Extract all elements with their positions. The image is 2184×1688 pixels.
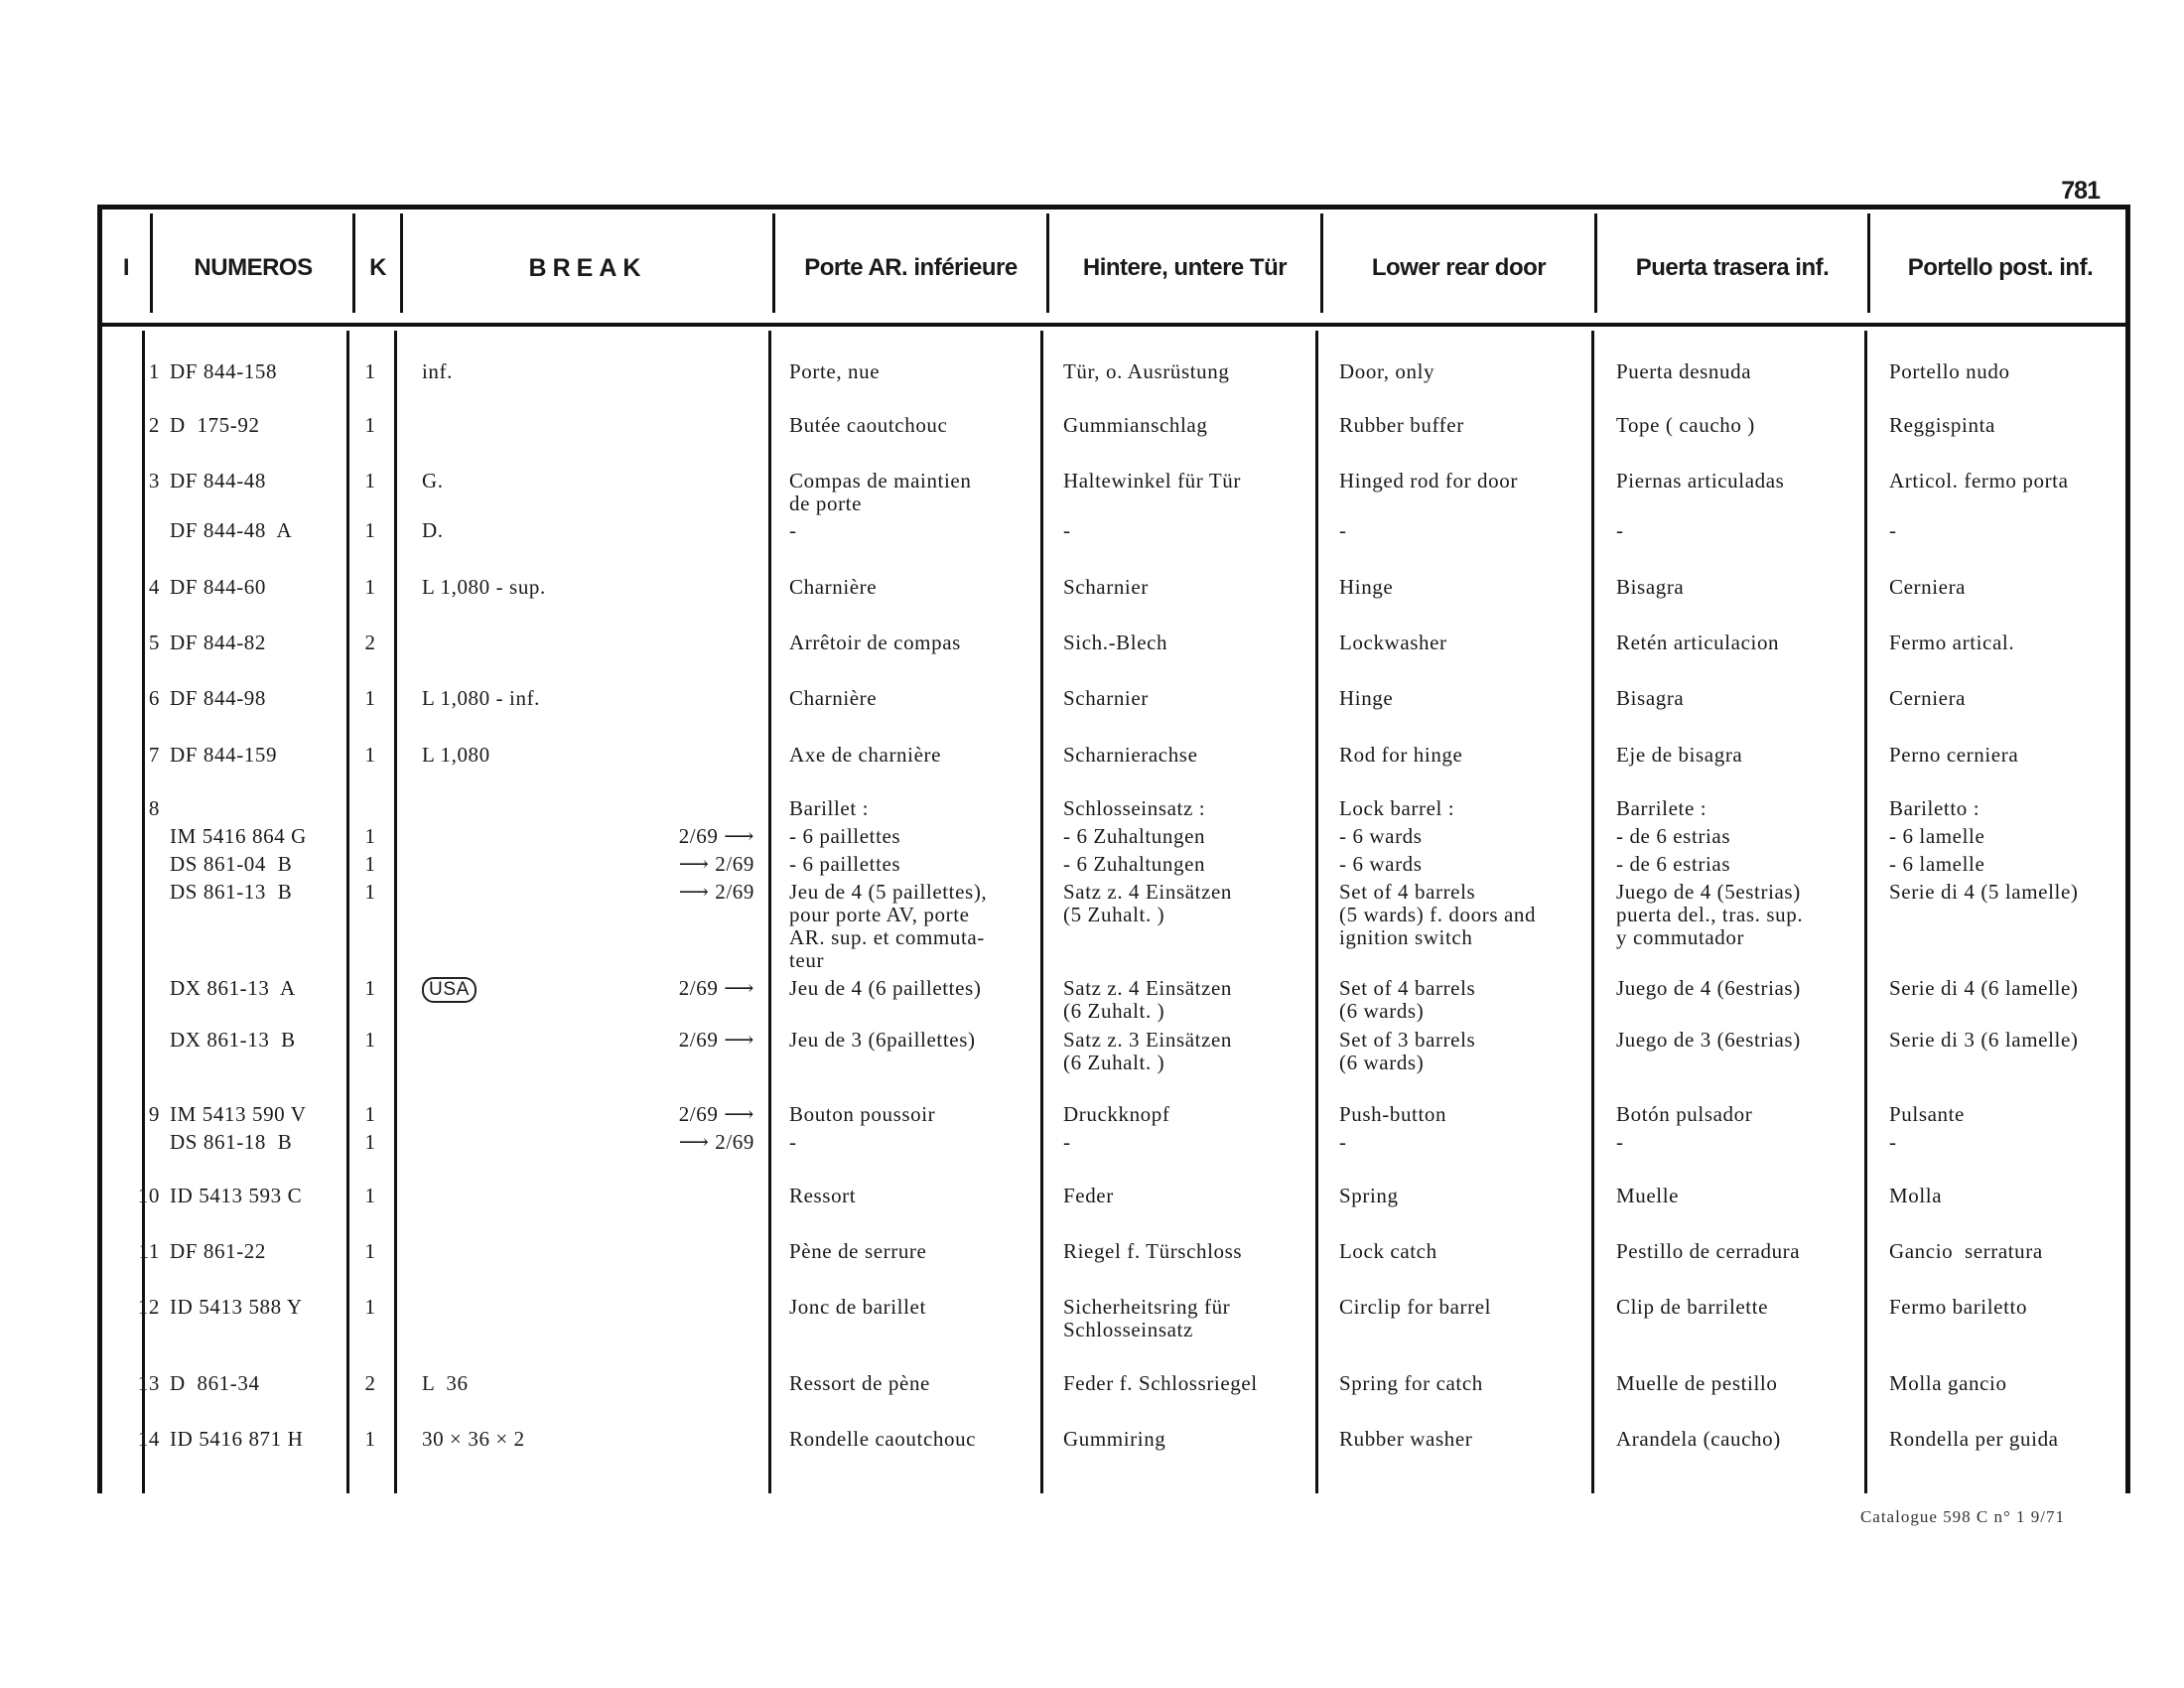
date-change: 2/69 ⟶	[678, 1028, 754, 1052]
description-italian: Articol. fermo porta	[1889, 469, 2069, 492]
description-english: Rubber buffer	[1339, 413, 1464, 437]
quantity: 1	[364, 880, 376, 904]
description-french: Charnière	[789, 686, 878, 710]
quantity: 2	[364, 631, 376, 654]
description-spanish: Pestillo de cerradura	[1616, 1239, 1801, 1263]
description-french: Arrêtoir de compas	[789, 631, 961, 654]
description-italian: Cerniera	[1889, 686, 1967, 710]
description-german: Riegel f. Türschloss	[1063, 1239, 1243, 1263]
part-number: DS 861-18 B	[170, 1130, 293, 1154]
column-divider	[346, 331, 349, 1493]
description-italian: Serie di 4 (5 lamelle)	[1889, 880, 2079, 904]
description-french: - 6 paillettes	[789, 852, 901, 876]
description-spanish: Retén articulacion	[1616, 631, 1780, 654]
description-english: -	[1339, 518, 1347, 542]
description-english: Lock catch	[1339, 1239, 1437, 1263]
description-english: Circlip for barrel	[1339, 1295, 1492, 1319]
variant-note: L 1,080 - sup.	[422, 575, 546, 599]
description-spanish: - de 6 estrias	[1616, 852, 1731, 876]
part-number: DF 844-158	[170, 359, 278, 383]
description-english: - 6 wards	[1339, 824, 1423, 848]
description-spanish: Bisagra	[1616, 686, 1685, 710]
row-index: 1	[148, 359, 160, 383]
part-number: IM 5416 864 G	[170, 824, 307, 848]
description-italian: Serie di 3 (6 lamelle)	[1889, 1028, 2079, 1052]
column-divider	[1315, 331, 1318, 1493]
description-french: Ressort de pène	[789, 1371, 930, 1395]
quantity: 1	[364, 1102, 376, 1126]
description-german: Feder	[1063, 1184, 1114, 1207]
variant-note: L 1,080 - inf.	[422, 686, 541, 710]
usa-badge: USA	[422, 977, 477, 1003]
description-french: Axe de charnière	[789, 743, 942, 767]
description-spanish: - de 6 estrias	[1616, 824, 1731, 848]
description-spanish: Clip de barrilette	[1616, 1295, 1769, 1319]
description-spanish: Muelle de pestillo	[1616, 1371, 1778, 1395]
description-english: Rod for hinge	[1339, 743, 1463, 767]
description-italian: Gancio serratura	[1889, 1239, 2043, 1263]
part-number: D 175-92	[170, 413, 260, 437]
description-french: Butée caoutchouc	[789, 413, 948, 437]
description-english: Hinged rod for door	[1339, 469, 1518, 492]
variant-note: L 1,080	[422, 743, 490, 767]
column-divider	[1320, 213, 1323, 313]
date-change: 2/69 ⟶	[678, 824, 754, 848]
quantity: 1	[364, 852, 376, 876]
column-divider	[768, 331, 771, 1493]
description-italian: Bariletto :	[1889, 796, 1980, 820]
description-french: -	[789, 1130, 797, 1154]
date-change: ⟶ 2/69	[678, 880, 754, 904]
quantity: 1	[364, 1028, 376, 1052]
description-italian: - 6 lamelle	[1889, 852, 1985, 876]
description-spanish: Juego de 3 (6estrias)	[1616, 1028, 1801, 1052]
description-german: Satz z. 4 Einsätzen (5 Zuhalt. )	[1063, 880, 1233, 926]
header-divider	[102, 323, 2125, 327]
description-french: Bouton poussoir	[789, 1102, 936, 1126]
column-divider	[772, 213, 775, 313]
quantity: 1	[364, 1130, 376, 1154]
description-french: Jeu de 4 (5 paillettes), pour porte AV, porte AR. sup. et commuta- teur	[789, 880, 988, 972]
part-number: ID 5413 588 Y	[170, 1295, 303, 1319]
quantity: 1	[364, 1184, 376, 1207]
description-french: Barillet :	[789, 796, 870, 820]
description-french: Ressort	[789, 1184, 857, 1207]
description-spanish: Eje de bisagra	[1616, 743, 1743, 767]
header-spanish: Puerta trasera inf.	[1635, 254, 1830, 281]
description-spanish: Bisagra	[1616, 575, 1685, 599]
description-spanish: Arandela (caucho)	[1616, 1427, 1781, 1451]
quantity: 1	[364, 575, 376, 599]
description-french: Rondelle caoutchouc	[789, 1427, 977, 1451]
description-french: Charnière	[789, 575, 878, 599]
description-italian: Perno cerniera	[1889, 743, 2019, 767]
description-german: Tür, o. Ausrüstung	[1063, 359, 1230, 383]
catalogue-reference: Catalogue 598 C n° 1 9/71	[1859, 1507, 2065, 1526]
part-number: DF 844-48	[170, 469, 266, 492]
row-index: 6	[148, 686, 160, 710]
date-change: ⟶ 2/69	[678, 1130, 754, 1154]
column-divider	[1040, 331, 1043, 1493]
quantity: 1	[364, 413, 376, 437]
description-german: Scharnierachse	[1063, 743, 1198, 767]
description-german: - 6 Zuhaltungen	[1063, 852, 1206, 876]
quantity: 1	[364, 1239, 376, 1263]
description-spanish: Barrilete :	[1616, 796, 1707, 820]
quantity: 1	[364, 976, 376, 1000]
variant-note: D.	[422, 518, 444, 542]
part-number: IM 5413 590 V	[170, 1102, 307, 1126]
row-index: 8	[148, 796, 160, 820]
row-index: 4	[148, 575, 160, 599]
row-index: 2	[148, 413, 160, 437]
parts-table	[97, 205, 2130, 1493]
variant-note: G.	[422, 469, 444, 492]
part-number: D 861-34	[170, 1371, 260, 1395]
part-number: DF 844-48 A	[170, 518, 293, 542]
description-spanish: Tope ( caucho )	[1616, 413, 1755, 437]
part-number: DF 844-159	[170, 743, 278, 767]
description-german: - 6 Zuhaltungen	[1063, 824, 1206, 848]
description-italian: -	[1889, 518, 1897, 542]
description-italian: Serie di 4 (6 lamelle)	[1889, 976, 2079, 1000]
description-spanish: Muelle	[1616, 1184, 1680, 1207]
column-divider	[1867, 213, 1870, 313]
date-change: 2/69 ⟶	[678, 1102, 754, 1126]
description-english: Set of 4 barrels (5 wards) f. doors and ignition switch	[1339, 880, 1537, 949]
description-french: Compas de maintien de porte	[789, 469, 972, 515]
column-divider	[150, 213, 153, 313]
description-french: Pène de serrure	[789, 1239, 927, 1263]
quantity: 1	[364, 1295, 376, 1319]
description-german: -	[1063, 518, 1071, 542]
description-french: Jeu de 3 (6paillettes)	[789, 1028, 976, 1052]
description-spanish: -	[1616, 518, 1624, 542]
description-italian: Portello nudo	[1889, 359, 2010, 383]
variant-note: 30 × 36 × 2	[422, 1427, 525, 1451]
description-english: Set of 3 barrels (6 wards)	[1339, 1028, 1476, 1074]
description-english: Hinge	[1339, 686, 1394, 710]
quantity: 1	[364, 824, 376, 848]
date-change: 2/69 ⟶	[678, 976, 754, 1000]
description-german: Satz z. 4 Einsätzen (6 Zuhalt. )	[1063, 976, 1233, 1023]
description-italian: Molla	[1889, 1184, 1943, 1207]
description-german: Feder f. Schlossriegel	[1063, 1371, 1258, 1395]
part-number: DX 861-13 A	[170, 976, 296, 1000]
description-french: - 6 paillettes	[789, 824, 901, 848]
description-german: Gummiring	[1063, 1427, 1166, 1451]
column-divider	[352, 213, 355, 313]
description-german: Scharnier	[1063, 575, 1149, 599]
description-german: Sicherheitsring für Schlosseinsatz	[1063, 1295, 1231, 1341]
description-english: Set of 4 barrels (6 wards)	[1339, 976, 1476, 1023]
header-french: Porte AR. inférieure	[804, 254, 1018, 281]
row-index: 14	[137, 1427, 160, 1451]
column-divider	[400, 213, 403, 313]
description-italian: Fermo artical.	[1889, 631, 2015, 654]
description-english: Lock barrel :	[1339, 796, 1455, 820]
part-number: DF 844-98	[170, 686, 266, 710]
variant-note	[422, 977, 477, 1003]
part-number: DF 844-82	[170, 631, 266, 654]
header-break: BREAK	[528, 253, 647, 282]
part-number: DS 861-04 B	[170, 852, 293, 876]
description-italian: - 6 lamelle	[1889, 824, 1985, 848]
row-index: 7	[148, 743, 160, 767]
description-english: Spring	[1339, 1184, 1399, 1207]
part-number: DF 844-60	[170, 575, 266, 599]
description-french: Jeu de 4 (6 paillettes)	[789, 976, 982, 1000]
description-english: Push-button	[1339, 1102, 1447, 1126]
header-k: K	[369, 254, 386, 281]
description-german: Haltewinkel für Tür	[1063, 469, 1241, 492]
quantity: 1	[364, 686, 376, 710]
description-spanish: Juego de 4 (5estrias) puerta del., tras. sup. y commutador	[1616, 880, 1804, 949]
description-spanish: Botón pulsador	[1616, 1102, 1753, 1126]
description-italian: Pulsante	[1889, 1102, 1965, 1126]
description-english: Door, only	[1339, 359, 1435, 383]
description-german: -	[1063, 1130, 1071, 1154]
part-number: ID 5413 593 C	[170, 1184, 303, 1207]
quantity: 1	[364, 1427, 376, 1451]
description-italian: Reggispinta	[1889, 413, 1995, 437]
description-french: Jonc de barillet	[789, 1295, 926, 1319]
column-divider	[1591, 331, 1594, 1493]
row-index: 3	[148, 469, 160, 492]
row-index: 5	[148, 631, 160, 654]
part-number: DF 861-22	[170, 1239, 266, 1263]
description-english: Lockwasher	[1339, 631, 1447, 654]
row-index: 9	[148, 1102, 160, 1126]
quantity: 1	[364, 743, 376, 767]
description-german: Sich.-Blech	[1063, 631, 1168, 654]
part-number: DS 861-13 B	[170, 880, 293, 904]
row-index: 11	[138, 1239, 160, 1263]
quantity: 2	[364, 1371, 376, 1395]
header-index: I	[122, 254, 130, 281]
description-spanish: Piernas articuladas	[1616, 469, 1785, 492]
part-number: DX 861-13 B	[170, 1028, 296, 1052]
quantity: 1	[364, 518, 376, 542]
description-italian: Cerniera	[1889, 575, 1967, 599]
description-english: Spring for catch	[1339, 1371, 1483, 1395]
description-italian: -	[1889, 1130, 1897, 1154]
column-divider	[1046, 213, 1049, 313]
description-french: Porte, nue	[789, 359, 881, 383]
row-index: 10	[137, 1184, 160, 1207]
variant-note: inf.	[422, 359, 453, 383]
date-change: ⟶ 2/69	[678, 852, 754, 876]
row-index: 12	[137, 1295, 160, 1319]
header-english: Lower rear door	[1371, 254, 1547, 281]
description-italian: Molla gancio	[1889, 1371, 2007, 1395]
row-index: 13	[137, 1371, 160, 1395]
description-spanish: Juego de 4 (6estrias)	[1616, 976, 1801, 1000]
description-english: -	[1339, 1130, 1347, 1154]
description-english: Hinge	[1339, 575, 1394, 599]
description-french: -	[789, 518, 797, 542]
description-german: Scharnier	[1063, 686, 1149, 710]
header-german: Hintere, untere Tür	[1082, 254, 1288, 281]
quantity: 1	[364, 359, 376, 383]
description-italian: Fermo bariletto	[1889, 1295, 2028, 1319]
description-german: Druckknopf	[1063, 1102, 1170, 1126]
description-italian: Rondella per guida	[1889, 1427, 2059, 1451]
header-italian: Portello post. inf.	[1907, 254, 2094, 281]
description-english: - 6 wards	[1339, 852, 1423, 876]
column-divider	[1864, 331, 1867, 1493]
column-divider	[1594, 213, 1597, 313]
description-german: Satz z. 3 Einsätzen (6 Zuhalt. )	[1063, 1028, 1233, 1074]
description-spanish: Puerta desnuda	[1616, 359, 1752, 383]
description-spanish: -	[1616, 1130, 1624, 1154]
part-number: ID 5416 871 H	[170, 1427, 304, 1451]
variant-note: L 36	[422, 1371, 469, 1395]
description-german: Gummianschlag	[1063, 413, 1208, 437]
description-german: Schlosseinsatz :	[1063, 796, 1206, 820]
quantity: 1	[364, 469, 376, 492]
header-numeros: NUMEROS	[194, 254, 313, 281]
description-english: Rubber washer	[1339, 1427, 1473, 1451]
page-number: 781	[2061, 177, 2100, 205]
column-divider	[394, 331, 397, 1493]
column-divider	[142, 331, 145, 1493]
